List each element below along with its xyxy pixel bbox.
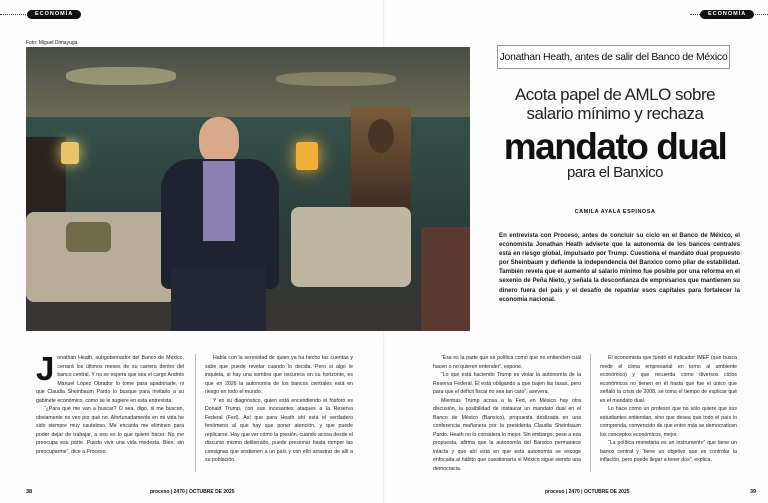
headline-line-2: salario mínimo y rechaza: [526, 104, 704, 123]
paragraph: El economista que fundó el indicador IMEF (que busca medir el clima empresarial en torno al ambiente económico) y que recuerda cómo diversos ciclos económicos no tienen en él hasta que fue el único que señaló la crisis de 2008, se toma el tiempo de explicar qué es el mandato dual.: [600, 355, 737, 404]
footer-magazine: proceso: [545, 489, 565, 495]
photo-credit: Foto: Miguel Dimayuga: [26, 40, 78, 46]
footer-left: proceso | 2470 | OCTUBRE DE 2025: [150, 489, 235, 495]
body-column-3: [433, 354, 581, 473]
lede-text: En entrevista con: [499, 232, 554, 239]
footer-right: proceso | 2470 | OCTUBRE DE 2025: [545, 489, 630, 495]
lede-text: , antes de concluir su ciclo en el Banco de México, el economista Jonathan Heath advierte que la autonomía de los bancos centrales está en riesgo global, impulsado por Trump. Cuestiona el mandato dual propuesto por Sheinbaum y defiende la independencia del Banxico como pilar de estabilidad. También revela que el aumento al salario mínimo fue posible por una reforma en el sexenio de Peña Nieto, y señala la desconfianza de empresarios que mantienen su dinero fuera del país y el desafío de repatriar esos capitales para fortalecer la economía nacional.: [499, 232, 740, 303]
section-label-right: ECONOMÍA: [700, 10, 754, 19]
kicker-box: Jonathan Heath, antes de salir del Banco de México: [497, 45, 730, 69]
body-column-4: [600, 354, 737, 465]
lede-publication: Proceso: [553, 232, 578, 239]
headline-main: mandato dual: [503, 126, 727, 167]
person-figure: [151, 117, 291, 331]
page-number-right: 39: [750, 489, 757, 495]
paragraph: “Ésa es la parte que es política como que no entienden cuál hacen o no quieren entender”, expone.: [433, 355, 581, 370]
footer-issue: 2470: [173, 489, 185, 495]
paragraph: Mientras Trump acosa a la Fed, en México hay otra discusión, la posibilidad de instaurar un mandato dual en el Banco de México (Banxico), propuesta deslizada en una conferencia mañanera por la presidenta Claudia Sheinbaum Pardo. Heath no lo considera lo mejor. Sin embargo, pese a esa propuesta, afirma que la autonomía del Banxico permanece intacta y que ahí está en que esta autonomía se escoge enfocada al hábito que cuestionaría si México sigue siendo una democracia.: [433, 397, 581, 472]
footer-issue: 2470: [568, 489, 580, 495]
paragraph: Y en su diagnóstico, quien está encendiendo el fósforo es Donald Trump, con sus incesantes ataques a la Reserva Federal (Fed). Así que para Heath ahí está el verdadero fenómeno al que hay que poner atención, y que puede replicarse. Hay que ver cómo la presión, cuando acosa desde el discurso mismo deliberado, puede presionar hasta romper las consignas que sostienen a un país y con ello arrastrar de allí a su población.: [205, 397, 353, 463]
lede-paragraph: [499, 231, 740, 304]
headline-line-1: Acota papel de AMLO sobre: [514, 85, 716, 104]
page-number-left: 38: [26, 489, 33, 495]
paragraph: “Lo que está haciendo Trump es violar la autonomía de la Reserva Federal. Él está obligando a que bajen las tasas, pero para que el déficit fiscal no sea tan caro”, asevera.: [433, 372, 581, 395]
body-column-2: [205, 354, 353, 465]
column-divider: [590, 354, 591, 472]
paragraph: “¿Para qué me van a buscar? O sea, digo, si me buscan, obviamente no veo por qué no. Afortunadamente en mi vida he sido siempre muy cauteloso. Me encanta me eliminen para poder dejar de trabajar, a eso es lo que quiero hacer. No me preocupa esa parte. Puedo vivir una vida modesta. Bien, sin preocuparme”, dice a Proceso.: [36, 406, 184, 455]
body-column-1: [36, 350, 184, 456]
footer-date: OCTUBRE DE 2025: [188, 489, 235, 495]
drop-cap: J: [36, 350, 55, 387]
footer-date: OCTUBRE DE 2025: [583, 489, 630, 495]
paragraph: onathan Heath, subgobernador del Banco de México, cerrará los últimos meses de su carrera dentro del banco central. Y no se espera que sea el cargo Andrés Manuel López Obrador lo tome para apadrinarle, ni que Claudia Sheinbaum Pardo lo busque para invitarlo a su gabinete económico, como se le sugiere en esta entrevista.: [36, 355, 184, 404]
paragraph: “La política monetaria es un instrumento” que tiene un banco central y “tiene un objetivo que es controlar la inflación, pero puede llegar a tener dos”, explica.: [600, 440, 737, 463]
paragraph: Habla con la serenidad de quien ya ha hecho las cuentas y sabe que puede revelar cuando lo decida. Pero si algo le inquieta, si hay una sombra que oscurece en su horizonte, es que en 2026 la autonomía de los bancos centrales está en riesgo en todo el mundo.: [205, 355, 353, 395]
paragraph: Lo hace como un profesor que no sólo quiere que sus estudiantes entiendan, sino que desea que todo el país lo comprenda, convencido de que entre más se democraticen los conceptos económicos, mejor.: [600, 406, 737, 438]
section-label-left: ECONOMÍA: [27, 10, 81, 19]
headline-lines: [480, 85, 750, 123]
footer-magazine: proceso: [150, 489, 170, 495]
headline-line-4: para el Banxico: [567, 164, 663, 181]
photo-jonathan-heath: [26, 47, 470, 331]
byline: CAMILA AYALA ESPINOSA: [574, 209, 656, 215]
column-divider: [195, 354, 196, 472]
section-rule-left: [0, 14, 26, 15]
